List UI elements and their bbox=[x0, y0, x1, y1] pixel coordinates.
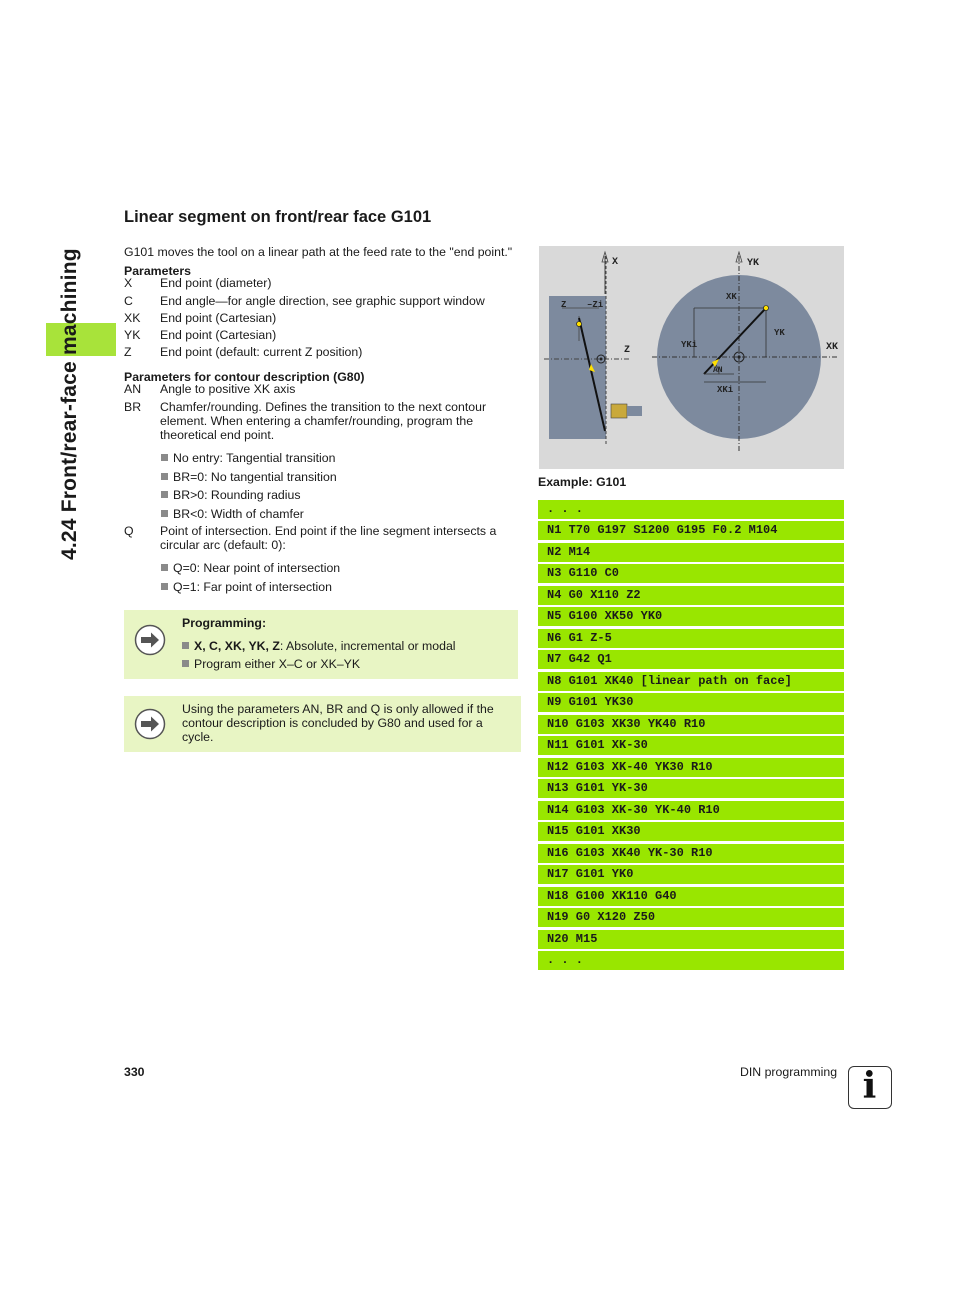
svg-text:Z: Z bbox=[561, 300, 567, 310]
code-line: N8 G101 XK40 [linear path on face] bbox=[538, 672, 844, 691]
restriction-note bbox=[124, 696, 521, 752]
code-line: N18 G100 XK110 G40 bbox=[538, 887, 844, 906]
svg-text:YK: YK bbox=[774, 328, 785, 338]
list-item: No entry: Tangential transition bbox=[161, 451, 335, 465]
code-line: N15 G101 XK30 bbox=[538, 822, 844, 841]
code-line: N6 G1 Z-5 bbox=[538, 629, 844, 648]
svg-text:YK: YK bbox=[747, 258, 760, 269]
list-item: BR<0: Width of chamfer bbox=[161, 507, 304, 521]
code-line: N10 G103 XK30 YK40 R10 bbox=[538, 715, 844, 734]
code-line: N19 G0 X120 Z50 bbox=[538, 908, 844, 927]
code-line: N20 M15 bbox=[538, 930, 844, 949]
info-icon: i bbox=[848, 1066, 892, 1109]
code-line: . . . bbox=[538, 500, 844, 519]
code-line: N5 G100 XK50 YK0 bbox=[538, 607, 844, 626]
programming-note bbox=[124, 610, 518, 679]
arrow-right-icon bbox=[134, 708, 166, 740]
list-item: BR>0: Rounding radius bbox=[161, 488, 301, 502]
code-line: N12 G103 XK-40 YK30 R10 bbox=[538, 758, 844, 777]
list-item: Q=1: Far point of intersection bbox=[161, 580, 332, 594]
arrow-right-icon bbox=[134, 624, 166, 656]
g101-diagram bbox=[539, 246, 844, 469]
list-item: Program either X–C or XK–YK bbox=[182, 657, 360, 671]
code-line: N2 M14 bbox=[538, 543, 844, 562]
code-line: N9 G101 YK30 bbox=[538, 693, 844, 712]
list-item: BR=0: No tangential transition bbox=[161, 470, 337, 484]
code-line: N16 G103 XK40 YK-30 R10 bbox=[538, 844, 844, 863]
figure-caption: Example: G101 bbox=[538, 475, 627, 489]
list-item: Q=0: Near point of intersection bbox=[161, 561, 340, 575]
svg-text:Z: Z bbox=[624, 345, 631, 356]
section-title: Linear segment on front/rear face G101 bbox=[124, 208, 432, 226]
svg-text:XK: XK bbox=[826, 342, 839, 353]
chapter-side-title: 4.24 Front/rear-face machining bbox=[58, 248, 81, 560]
page-number: 330 bbox=[124, 1065, 145, 1079]
footer-chapter: DIN programming bbox=[740, 1065, 838, 1079]
svg-text:XK: XK bbox=[726, 292, 737, 302]
svg-text:X: X bbox=[612, 257, 619, 268]
code-line: N17 G101 YK0 bbox=[538, 865, 844, 884]
code-line: N14 G103 XK-30 YK-40 R10 bbox=[538, 801, 844, 820]
code-line: N7 G42 Q1 bbox=[538, 650, 844, 669]
code-line: N4 G0 X110 Z2 bbox=[538, 586, 844, 605]
note-text: Using the parameters AN, BR and Q is only allowed if the contour description is concluded by G80 and used for a cycle. bbox=[182, 702, 494, 744]
contour-params-heading: Parameters for contour description (G80) bbox=[124, 370, 365, 384]
parameters-heading: Parameters bbox=[124, 264, 191, 278]
diagram-graphic bbox=[539, 246, 844, 469]
svg-text:–Zi: –Zi bbox=[587, 300, 604, 310]
code-line: N1 T70 G197 S1200 G195 F0.2 M104 bbox=[538, 521, 844, 540]
svg-text:XKi: XKi bbox=[717, 385, 734, 395]
svg-text:AN: AN bbox=[713, 366, 723, 375]
intro-text: G101 moves the tool on a linear path at the feed rate to the "end point." bbox=[124, 245, 513, 259]
note-heading: Programming: bbox=[182, 616, 267, 630]
svg-text:YKi: YKi bbox=[681, 340, 698, 350]
list-item: X, C, XK, YK, Z: Absolute, incremental or modal bbox=[182, 639, 456, 653]
code-line: N13 G101 YK-30 bbox=[538, 779, 844, 798]
code-line: . . . bbox=[538, 951, 844, 970]
code-line: N3 G110 C0 bbox=[538, 564, 844, 583]
code-line: N11 G101 XK-30 bbox=[538, 736, 844, 755]
